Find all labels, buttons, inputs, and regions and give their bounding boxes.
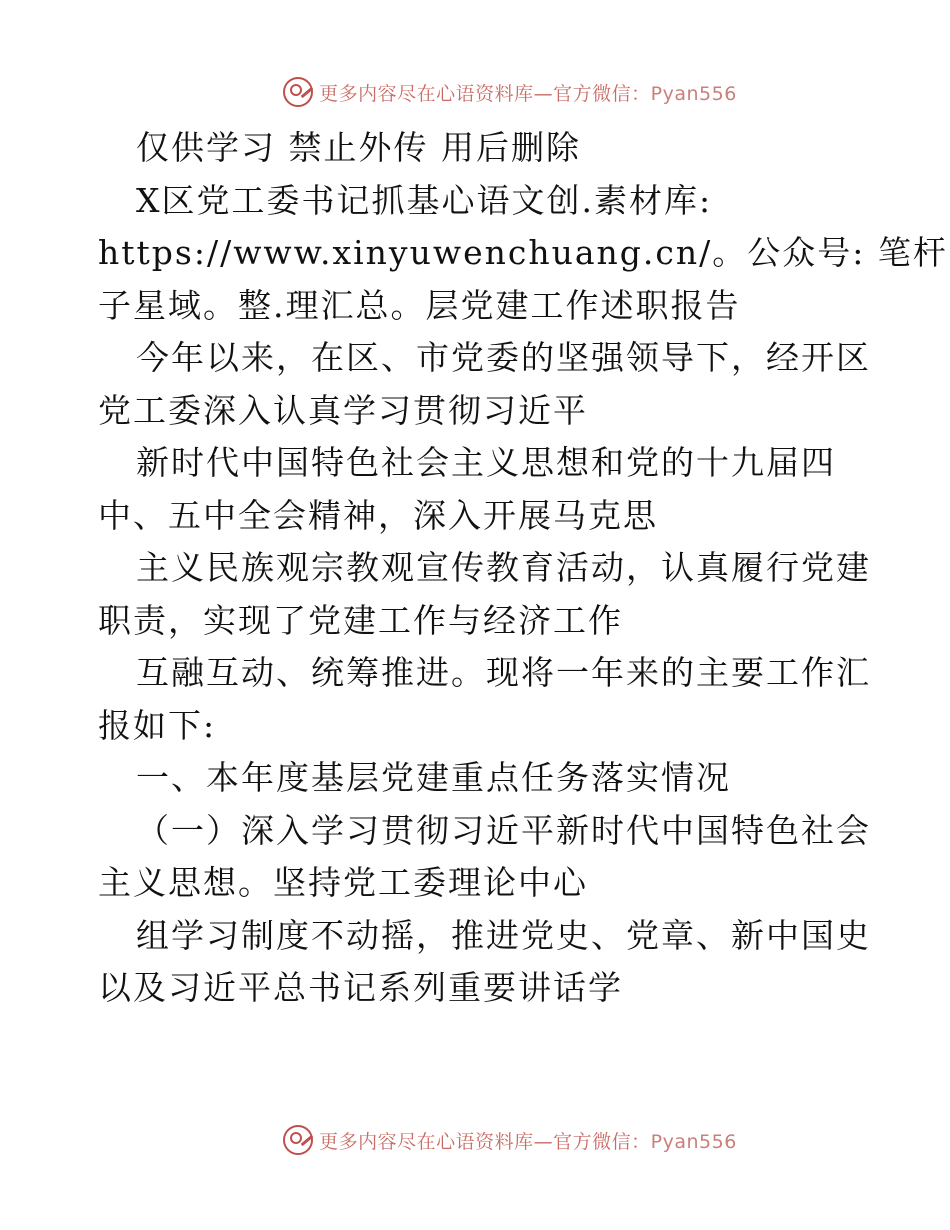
text-line: 职责，实现了党建工作与经济工作 [98, 600, 623, 640]
text-line: 报如下: [98, 705, 217, 745]
text-line: 中、五中全会精神，深入开展马克思 [98, 495, 658, 535]
text-line: 仅供学习 禁止外传 用后删除 [136, 128, 581, 167]
document-body [98, 122, 948, 1015]
text-line: 党工委深入认真学习贯彻习近平 [98, 390, 588, 430]
watermark-logo-icon [283, 1125, 313, 1155]
text-line: 互融互动、统筹推进。现将一年来的主要工作汇 [136, 653, 871, 692]
text-line: 今年以来，在区、市党委的坚强领导下，经开区 [136, 338, 871, 377]
text-line: X区党工委书记抓基心语文创.素材库: [136, 180, 713, 220]
watermark-text: 更多内容尽在心语资料库—官方微信：Pyan556 [319, 1130, 737, 1153]
text-line: 以及习近平总书记系列重要讲话学 [98, 968, 623, 1007]
text-line: 新时代中国特色社会主义思想和党的十九届四 [136, 443, 836, 482]
section-heading: 一、本年度基层党建重点任务落实情况 [136, 758, 731, 797]
text-line: 主义民族观宗教观宣传教育活动，认真履行党建 [136, 548, 871, 587]
text-line: （一）深入学习贯彻习近平新时代中国特色社会 [136, 810, 871, 850]
header-watermark [0, 72, 950, 112]
text-line: 组学习制度不动摇，推进党史、党章、新中国史 [136, 915, 871, 955]
watermark-logo-icon [283, 77, 313, 107]
watermark-text: 更多内容尽在心语资料库—官方微信：Pyan556 [319, 82, 737, 105]
text-line: 子星域。整.理汇总。层党建工作述职报告 [98, 285, 741, 325]
footer-watermark [0, 1120, 950, 1160]
text-line: 主义思想。坚持党工委理论中心 [98, 863, 588, 902]
text-line: https://www.xinyuwenchuang.cn/。公众号: 笔杆 [98, 233, 948, 272]
